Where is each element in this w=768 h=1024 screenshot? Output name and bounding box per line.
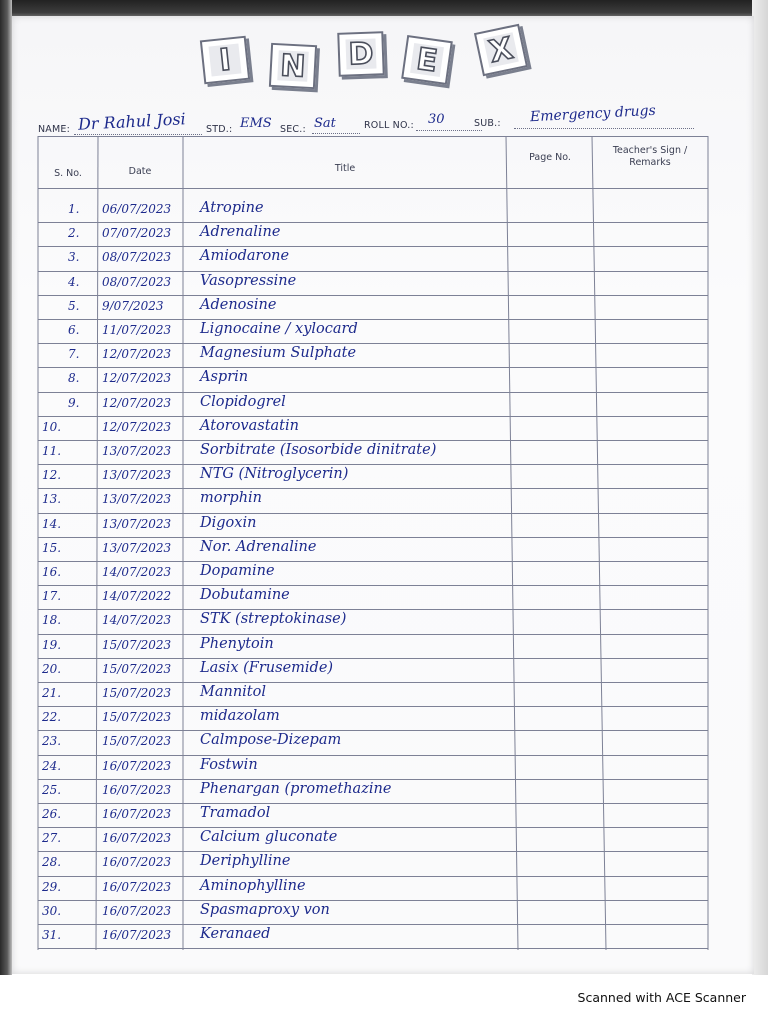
row-serial-number: 12. [42, 468, 62, 483]
row-date: 11/07/2023 [102, 323, 172, 337]
name-value: Dr Rahul Josi [77, 109, 187, 134]
row-title: Atorovastatin [200, 417, 299, 434]
name-underline [74, 134, 202, 135]
table-rule [38, 585, 708, 586]
table-rule [38, 222, 708, 223]
table-rule [38, 948, 708, 949]
table-rule [38, 319, 708, 320]
index-letter: X [483, 32, 519, 68]
table-rule [38, 271, 708, 272]
scanner-edge-left [0, 0, 12, 975]
row-title: Amiodarone [200, 248, 290, 265]
row-serial-number: 29. [42, 879, 62, 894]
row-serial-number: 15. [42, 540, 62, 555]
roll-underline [416, 130, 482, 131]
row-serial-number: 10. [42, 419, 62, 434]
row-serial-number: 26. [42, 807, 62, 821]
table-rule [38, 246, 708, 247]
row-date: 13/07/2023 [102, 516, 172, 531]
row-date: 15/07/2023 [102, 710, 172, 725]
index-letter: N [277, 50, 309, 82]
row-date: 15/07/2023 [102, 734, 172, 749]
row-date: 13/07/2023 [102, 444, 172, 458]
row-serial-number: 21. [42, 686, 62, 700]
col-header-title: Title [334, 163, 356, 174]
row-title: STK (streptokinase) [200, 611, 347, 628]
sec-label: SEC.: [280, 124, 306, 135]
row-serial-number: 18. [42, 613, 62, 628]
row-title: Clopidogrel [200, 393, 286, 410]
table-rule [38, 343, 708, 344]
row-serial-number: 22. [42, 710, 62, 725]
row-serial-number: 27. [42, 831, 62, 846]
row-title: Vasopressine [200, 272, 297, 289]
sec-underline [312, 133, 360, 134]
std-label: STD.: [206, 124, 233, 135]
row-serial-number: 7. [68, 347, 80, 362]
row-date: 12/07/2023 [102, 419, 172, 434]
sub-underline [514, 128, 694, 129]
table-rule [38, 827, 708, 828]
row-serial-number: 28. [42, 855, 62, 870]
index-letter-tile [474, 24, 528, 77]
sub-label: SUB.: [474, 118, 501, 129]
row-title: Calmpose-Dizepam [200, 732, 342, 749]
scanner-edge-right [752, 0, 768, 975]
row-title: Magnesium Sulphate [200, 345, 357, 362]
index-letter: D [345, 38, 376, 69]
row-serial-number: 31. [42, 928, 62, 942]
row-title: Phenytoin [200, 635, 274, 652]
row-serial-number: 17. [42, 589, 62, 604]
table-rule [38, 440, 708, 441]
index-letter-tile [200, 36, 250, 85]
row-serial-number: 23. [42, 734, 62, 749]
row-serial-number: 20. [42, 661, 62, 676]
row-title: Keranaed [200, 926, 271, 942]
name-label: NAME: [38, 124, 71, 135]
table-rule [38, 464, 708, 465]
table-rule [38, 634, 708, 635]
row-serial-number: 13. [42, 492, 62, 507]
row-date: 9/07/2023 [102, 298, 164, 313]
table-rule [38, 188, 708, 189]
row-serial-number: 3. [68, 250, 80, 265]
col-header-date: Date [128, 166, 152, 177]
row-title: midazolam [200, 708, 280, 725]
row-date: 06/07/2023 [102, 202, 172, 216]
row-title: Lasix (Frusemide) [200, 659, 334, 676]
row-serial-number: 9. [68, 395, 80, 410]
row-title: Lignocaine / xylocard [200, 321, 358, 337]
row-date: 16/07/2023 [102, 782, 172, 797]
table-rule [38, 900, 708, 901]
row-date: 16/07/2023 [102, 903, 172, 918]
row-title: Adenosine [200, 296, 277, 313]
row-title: Tramadol [200, 805, 271, 821]
table-rule [38, 803, 708, 804]
row-title: Phenargan (promethazine [200, 780, 392, 797]
row-title: Mannitol [200, 684, 267, 700]
sec-value: Sat [314, 116, 336, 131]
index-letter: I [209, 44, 242, 77]
row-serial-number: 1. [68, 202, 80, 216]
roll-label: ROLL NO.: [364, 120, 414, 131]
row-title: Asprin [200, 369, 249, 386]
notebook-page [12, 16, 754, 974]
table-rule [38, 488, 708, 489]
row-date: 16/07/2023 [102, 831, 172, 846]
row-date: 12/07/2023 [102, 371, 172, 386]
row-title: Dopamine [200, 563, 275, 579]
row-serial-number: 11. [42, 444, 62, 458]
sub-value: Emergency drugs [529, 102, 657, 126]
col-header-sno: S. No. [54, 168, 82, 179]
table-rule [38, 876, 708, 877]
row-serial-number: 6. [68, 323, 80, 337]
index-letter-tile [269, 43, 317, 89]
row-date: 08/07/2023 [102, 274, 172, 289]
row-title: Digoxin [200, 514, 257, 531]
table-rule [38, 658, 708, 659]
row-serial-number: 25. [42, 782, 62, 797]
row-title: Aminophylline [200, 877, 306, 894]
row-title: NTG (Nitroglycerin) [200, 466, 349, 483]
index-letter: E [410, 43, 444, 77]
roll-value: 30 [428, 112, 445, 127]
row-date: 14/07/2023 [102, 565, 172, 579]
row-date: 13/07/2023 [102, 492, 172, 507]
row-date: 07/07/2023 [102, 226, 172, 241]
row-title: Fostwin [200, 756, 258, 773]
index-letter-tile [401, 35, 453, 85]
row-date: 16/07/2023 [102, 928, 172, 942]
row-title: Dobutamine [200, 587, 290, 604]
std-value: EMS [240, 116, 272, 131]
row-date: 13/07/2023 [102, 540, 172, 555]
table-rule [38, 392, 708, 393]
row-date: 14/07/2023 [102, 613, 172, 628]
row-serial-number: 19. [42, 637, 62, 652]
table-rule [38, 755, 708, 756]
row-title: Sorbitrate (Isosorbide dinitrate) [200, 442, 437, 458]
row-serial-number: 2. [68, 226, 80, 241]
row-serial-number: 4. [68, 274, 80, 289]
row-date: 16/07/2023 [102, 879, 172, 894]
table-rule [38, 136, 708, 137]
index-letter-tile [337, 31, 385, 77]
row-date: 12/07/2023 [102, 347, 172, 362]
table-rule [38, 851, 708, 852]
row-title: Adrenaline [200, 224, 281, 241]
row-date: 16/07/2023 [102, 758, 172, 773]
row-title: Calcium gluconate [200, 829, 338, 846]
row-title: Spasmaproxy von [200, 901, 330, 918]
row-title: Nor. Adrenaline [200, 538, 317, 555]
table-rule [38, 537, 708, 538]
row-date: 08/07/2023 [102, 250, 172, 265]
row-title: morphin [200, 490, 263, 507]
row-serial-number: 5. [68, 298, 80, 313]
row-date: 16/07/2023 [102, 855, 172, 870]
row-date: 14/07/2022 [102, 589, 172, 604]
row-date: 15/07/2023 [102, 661, 172, 676]
table-rule [38, 706, 708, 707]
scanner-watermark: Scanned with ACE Scanner [577, 990, 746, 1005]
table-rule [38, 513, 708, 514]
row-serial-number: 14. [42, 516, 62, 531]
col-header-teacher-sign: Teacher's Sign / Remarks [612, 145, 688, 168]
table-rule [38, 416, 708, 417]
col-header-page-no: Page No. [529, 152, 571, 163]
table-rule [38, 295, 708, 296]
table-rule [38, 561, 708, 562]
table-rule [38, 682, 708, 683]
table-rule [38, 779, 708, 780]
row-serial-number: 8. [68, 371, 80, 386]
table-rule [38, 924, 708, 925]
row-date: 15/07/2023 [102, 686, 172, 700]
table-rule [38, 367, 708, 368]
row-date: 15/07/2023 [102, 637, 172, 652]
row-serial-number: 30. [42, 903, 62, 918]
table-rule [38, 730, 708, 731]
row-date: 16/07/2023 [102, 807, 172, 821]
row-serial-number: 24. [42, 758, 62, 773]
row-title: Atropine [200, 200, 264, 216]
row-title: Deriphylline [200, 853, 291, 870]
row-date: 12/07/2023 [102, 395, 172, 410]
table-rule [38, 609, 708, 610]
row-serial-number: 16. [42, 565, 62, 579]
row-date: 13/07/2023 [102, 468, 172, 483]
